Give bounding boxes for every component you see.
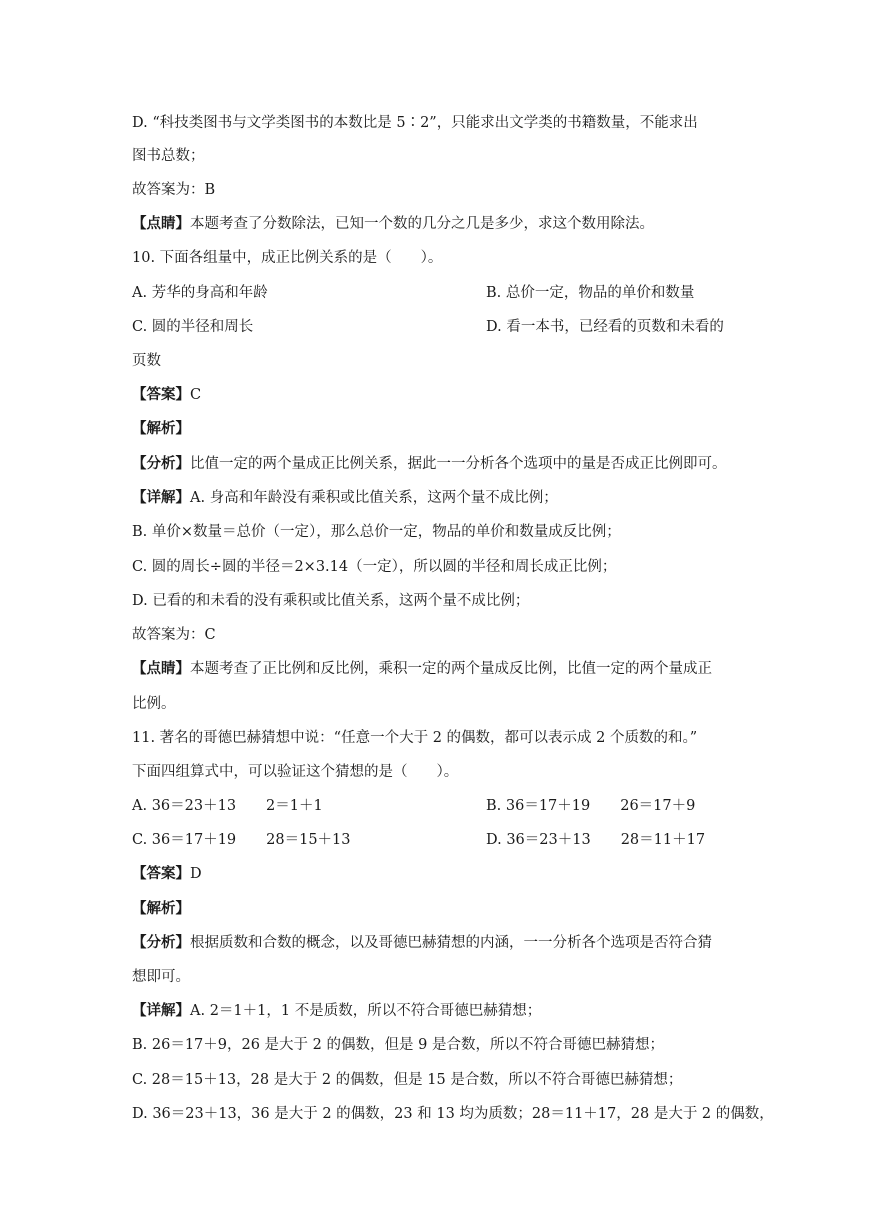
q11-xiangjie-a — [132, 1001, 742, 1021]
q9-option-d-explain-line2: 图书总数； — [132, 148, 205, 164]
q11-stem-line1: 11. 著名的哥德巴赫猜想中说：“任意一个大于 2 的偶数，都可以表示成 2 个质数的和。” — [132, 730, 698, 746]
q11-xiangjie-d: D. 36＝23＋13，36 是大于 2 的偶数，23 和 13 均为质数；28＝11＋17，28 是大于 2 的偶数， — [132, 1106, 774, 1122]
q10-analysis-tag: 【解析】 — [132, 420, 190, 437]
xiangjie-a-text: A. 身高和年龄没有乘积或比值关系，这两个量不成比例； — [190, 490, 558, 506]
option-d-eq2: 28＝11＋17 — [620, 832, 706, 848]
option-c-eq2: 28＝15＋13 — [266, 832, 351, 848]
q9-answer-is: 故答案为：B — [132, 182, 216, 198]
xiangjie-tag: 【详解】 — [132, 1002, 190, 1019]
option-c-eq1: C. 36＝17＋19 — [132, 832, 237, 848]
q9-option-d-explain-line1: D. “科技类图书与文学类图书的本数比是 5∶2”，只能求出文学类的书籍数量，不能求出 — [132, 115, 698, 131]
q11-analysis-tag: 【解析】 — [132, 900, 190, 917]
fenxi-text: 比值一定的两个量成正比例关系，据此一一分析各个选项中的量是否成正比例即可。 — [190, 456, 727, 472]
q10-comment-line1 — [132, 659, 742, 679]
q11-xiangjie-c: C. 28＝15＋13，28 是大于 2 的偶数，但是 15 是合数，所以不符合哥德巴赫猜想； — [132, 1072, 683, 1088]
q10-fenxi — [132, 454, 742, 474]
comment-text: 本题考查了正比例和反比例，乘积一定的两个量成反比例，比值一定的两个量成正 — [190, 661, 712, 677]
q10-option-d: D. 看一本书，已经看的页数和未看的 — [486, 319, 724, 335]
q11-xiangjie-b: B. 26＝17＋9，26 是大于 2 的偶数，但是 9 是合数，所以不符合哥德巴赫猜想； — [132, 1037, 664, 1053]
q10-option-a: A. 芳华的身高和年龄 — [132, 285, 268, 301]
q10-option-b: B. 总价一定，物品的单价和数量 — [486, 285, 695, 301]
option-b-eq2: 26＝17＋9 — [620, 798, 696, 814]
q11-option-b — [486, 796, 695, 816]
option-a-eq1: A. 36＝23＋13 — [132, 798, 237, 814]
xiangjie-a-text: A. 2＝1＋1，1 不是质数，所以不符合哥德巴赫猜想； — [190, 1003, 542, 1019]
fenxi-tag: 【分析】 — [132, 934, 190, 951]
option-a-eq2: 2＝1＋1 — [266, 798, 323, 814]
answer-value: C — [190, 387, 202, 403]
q10-xiangjie-c: C. 圆的周长÷圆的半径＝2×3.14（一定），所以圆的半径和周长成正比例； — [132, 559, 617, 575]
q10-xiangjie-d: D. 已看的和未看的没有乘积或比值关系，这两个量不成比例； — [132, 593, 530, 609]
fenxi-tag: 【分析】 — [132, 455, 190, 472]
q11-fenxi-line1 — [132, 933, 742, 953]
comment-tag: 【点睛】 — [132, 660, 190, 677]
option-d-eq1: D. 36＝23＋13 — [486, 832, 591, 848]
q10-answer — [132, 385, 742, 405]
q11-option-d — [486, 830, 705, 850]
q10-xiangjie-b: B. 单价×数量＝总价（一定），那么总价一定，物品的单价和数量成反比例； — [132, 524, 621, 540]
answer-tag: 【答案】 — [132, 386, 190, 403]
comment-tag: 【点睛】 — [132, 215, 190, 232]
q10-stem: 10. 下面各组量中，成正比例关系的是（ ）。 — [132, 250, 443, 266]
q10-xiangjie-a — [132, 488, 742, 508]
answer-tag: 【答案】 — [132, 865, 190, 882]
q10-option-c: C. 圆的半径和周长 — [132, 319, 254, 335]
option-b-eq1: B. 36＝17＋19 — [486, 798, 591, 814]
comment-text: 本题考查了分数除法，已知一个数的几分之几是多少，求这个数用除法。 — [190, 216, 654, 232]
xiangjie-tag: 【详解】 — [132, 489, 190, 506]
q10-comment-line2: 比例。 — [132, 696, 176, 712]
q11-fenxi-line2: 想即可。 — [132, 969, 190, 985]
q10-option-d-cont: 页数 — [132, 353, 161, 369]
q11-answer — [132, 864, 742, 884]
q10-answer-is: 故答案为：C — [132, 627, 216, 643]
fenxi-text: 根据质数和合数的概念，以及哥德巴赫猜想的内涵，一一分析各个选项是否符合猜 — [190, 935, 712, 951]
q11-stem-line2: 下面四组算式中，可以验证这个猜想的是（ ）。 — [132, 764, 459, 780]
answer-value: D — [190, 866, 202, 882]
q9-comment — [132, 214, 742, 234]
